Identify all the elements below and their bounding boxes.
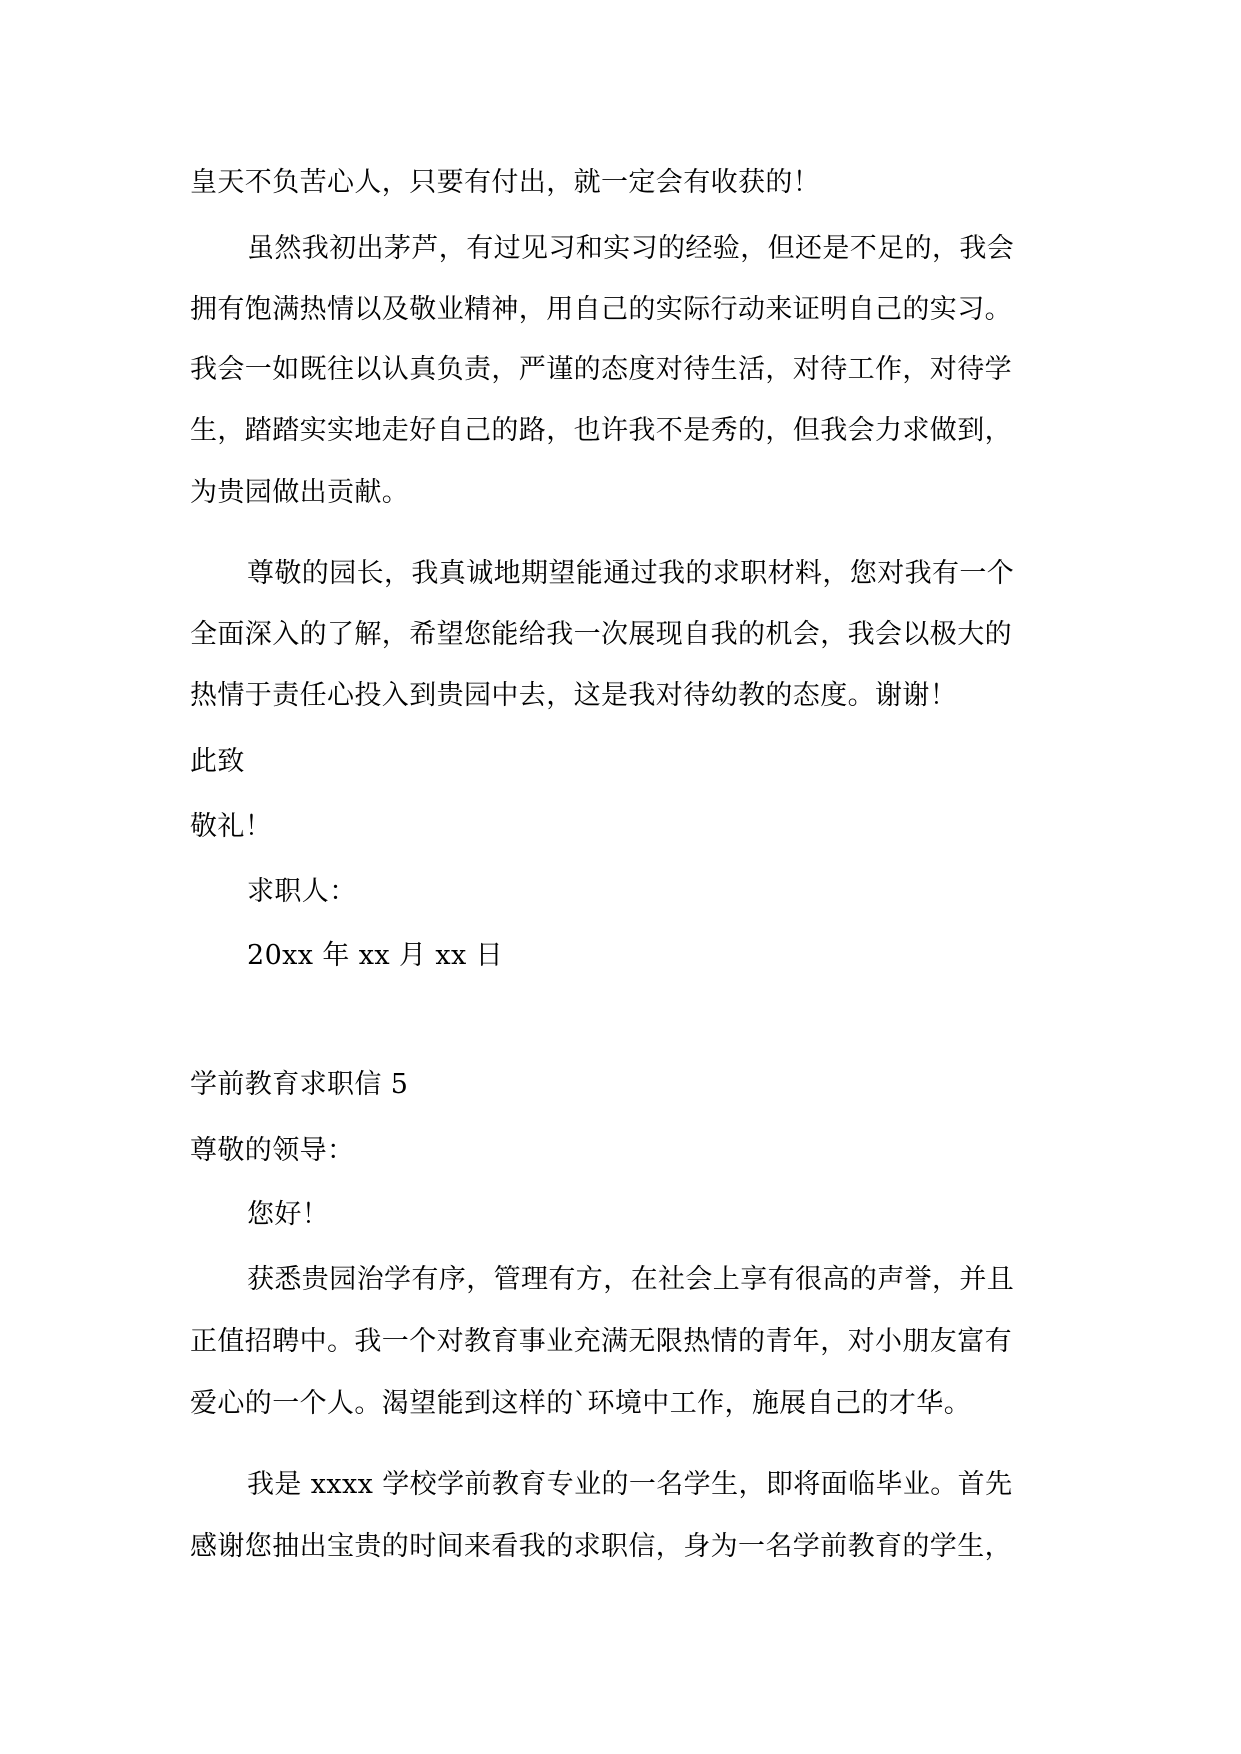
paragraph-line: 尊敬的园长，我真诚地期望能通过我的求职材料，您对我有一个 [247,558,1015,589]
paragraph-line: 生，踏踏实实地走好自己的路，也许我不是秀的，但我会力求做到， [190,415,1012,446]
paragraph-line: 皇天不负苦心人，只要有付出，就一定会有收获的！ [190,167,821,198]
paragraph-line: 虽然我初出茅芦，有过见习和实习的经验，但还是不足的，我会 [247,233,1015,264]
paragraph-line: 全面深入的了解，希望您能给我一次展现自我的机会，我会以极大的 [190,619,1012,650]
section-title: 学前教育求职信 5 [190,1069,409,1100]
greeting: 您好！ [247,1199,330,1230]
paragraph-line: 我会一如既往以认真负责，严谨的态度对待生活，对待工作，对待学 [190,354,1012,385]
paragraph-line: 为贵园做出贡献。 [190,477,410,508]
paragraph-line: 感谢您抽出宝贵的时间来看我的求职信，身为一名学前教育的学生， [190,1531,1012,1562]
signature-label: 求职人： [247,876,357,907]
paragraph-line: 获悉贵园治学有序，管理有方，在社会上享有很高的声誉，并且 [247,1264,1015,1295]
closing-line: 敬礼！ [190,811,273,842]
paragraph-line: 我是 xxxx 学校学前教育专业的一名学生，即将面临毕业。首先 [247,1469,1013,1500]
salutation: 尊敬的领导： [190,1135,355,1166]
paragraph-line: 热情于责任心投入到贵园中去，这是我对待幼教的态度。谢谢！ [190,680,958,711]
closing-line: 此致 [190,746,245,777]
paragraph-line: 拥有饱满热情以及敬业精神，用自己的实际行动来证明自己的实习。 [190,294,1012,325]
date-line: 20xx 年 xx 月 xx 日 [247,940,504,971]
paragraph-line: 正值招聘中。我一个对教育事业充满无限热情的青年，对小朋友富有 [190,1326,1012,1357]
paragraph-line: 爱心的一个人。渴望能到这样的`环境中工作，施展自己的才华。 [190,1388,972,1419]
